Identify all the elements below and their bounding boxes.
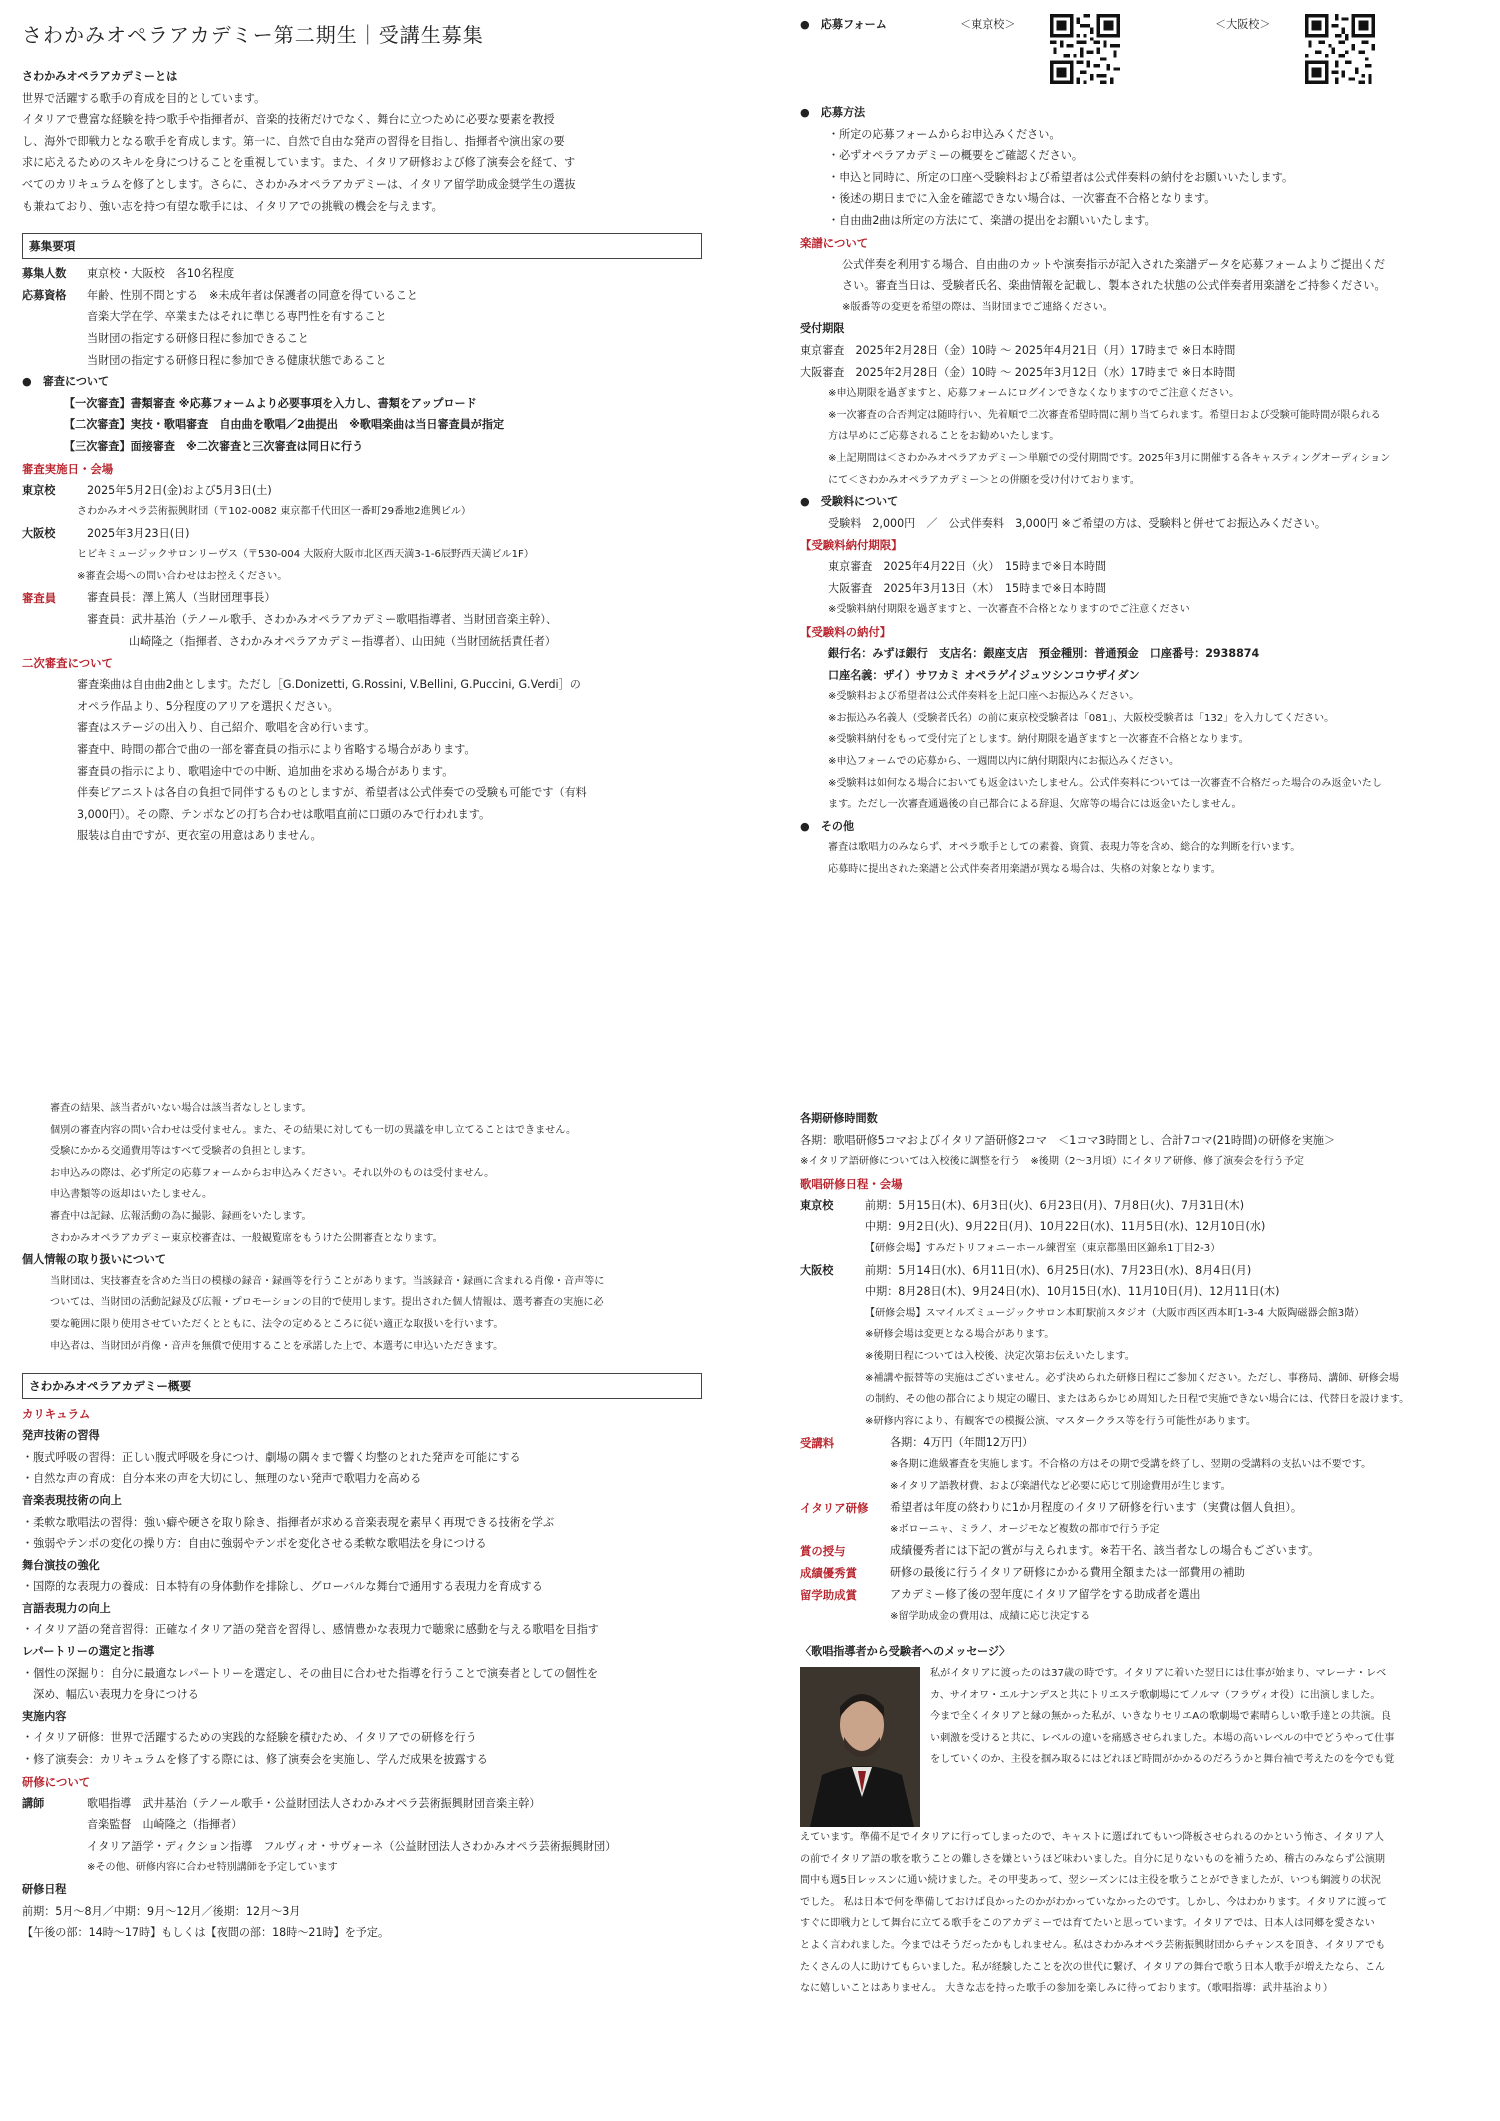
- period-osaka: 大阪審査 2025年2月28日（金）10時 ～ 2025年3月12日（水）17時まで ※日本時間: [800, 365, 1236, 379]
- italy-label: イタリア研修: [800, 1501, 869, 1516]
- training-detail-section: [800, 1108, 1490, 2108]
- method-line: ・後述の期日までに入金を確認できない場合は、一次審査不合格となります。: [828, 192, 1216, 206]
- curriculum-heading: カリキュラム: [22, 1407, 91, 1422]
- deadline-note: ※受験料納付期限を過ぎますと、一次審査不合格となりますのでご注意ください: [828, 604, 1190, 616]
- qr-code-osaka-icon[interactable]: [1305, 14, 1375, 84]
- message-heading: 〈歌唱指導者から受験者へのメッセージ〉: [800, 1645, 1011, 1659]
- screening-stage: 【三次審査】面接審査 ※二次審査と三次審査は同日に行う: [64, 439, 364, 453]
- second-line: 伴奏ピアニストは各自の負担で同伴するものとしますが、希望者は公式伴奏での受験も可能です（有料: [77, 786, 587, 800]
- curriculum-subheading: 舞台演技の強化: [22, 1558, 100, 1572]
- curriculum-subheading: 言語表現力の向上: [22, 1601, 111, 1615]
- curriculum-subheading: 実施内容: [22, 1709, 67, 1723]
- curriculum-line: ・柔軟な歌唱法の習得：強い癖や硬さを取り除き、指揮者が求める音楽表現を素早く再現できる技術を学ぶ: [22, 1515, 555, 1529]
- grant-row: [800, 1584, 1490, 1627]
- instructor-line: 歌唱指導 武井基治（テノール歌手・公益財団法人さわかみオペラ芸術振興財団音楽主幹）: [87, 1796, 541, 1810]
- form-tokyo-label: ＜東京校＞: [960, 18, 1016, 31]
- message-line: とよく言われました。今まではそうだったかもしれません。私はさわかみオペラ芸術振興財団からチャンスを頂き、イタリアでも: [800, 1940, 1386, 1952]
- curriculum-line: ・修了演奏会：カリキュラムを修了する際には、修了演奏会を実施し、学んだ成果を披露する: [22, 1753, 488, 1767]
- message-line: えています。準備不足でイタリアに行ってしまったので、キャストに選ばれてもいつ降板させられるのかという怖さ、イタリア人: [800, 1832, 1385, 1844]
- grant-label: 留学助成賞: [800, 1588, 857, 1603]
- grant-line: アカデミー修了後の翌年度にイタリア留学をする助成者を選出: [890, 1588, 1201, 1602]
- second-heading: 二次審査について: [22, 656, 113, 671]
- message-line: い刺激を受けると共に、レベルの違いを痛感させられました。本場の高いレベルの中でどうやって仕事: [930, 1732, 1395, 1744]
- privacy-heading: 個人情報の取り扱いについて: [22, 1253, 166, 1267]
- screening-stage: 【二次審査】実技・歌唱審査 自由曲を歌唱／2曲提出 ※歌唱楽曲は当日審査員が指定: [64, 418, 505, 432]
- privacy-line: 申込者は、当財団が肖像・音声を無償で使用することを承諾した上で、本選考に申込いただきます。: [50, 1340, 504, 1352]
- venue-osaka-note: ※審査会場への問い合わせはお控えください。: [77, 570, 288, 582]
- venue-osaka-date: 2025年3月23日(日): [87, 526, 190, 540]
- fee-heading: ● 受験料について: [800, 495, 899, 509]
- second-line: 審査はステージの出入り、自己紹介、歌唱を含め行います。: [77, 721, 376, 735]
- message-line: カ、サイオワ・エルナンデスと共にトリエステ歌劇場にてノルマ（フラヴィオ役）に出演しました。: [930, 1689, 1381, 1701]
- message-block: [800, 1663, 1490, 1827]
- payment-heading: 【受験料の納付】: [800, 625, 892, 640]
- score-line: ※版番等の変更を希望の際は、当財団までご連絡ください。: [842, 301, 1113, 313]
- venue-tokyo-place: さわかみオペラ芸術振興財団（〒102-0082 東京都千代田区一番町29番地2進興ビル）: [77, 506, 472, 518]
- curriculum-line: ・強弱やテンポの変化の操り方：自由に強弱やテンポを変化させる柔軟な歌唱法を身につける: [22, 1537, 487, 1551]
- venue-heading: 審査実施日・会場: [22, 461, 114, 476]
- venue-osaka-row: [22, 523, 712, 545]
- notes-line: 審査の結果、該当者がいない場合は該当者なしとします。: [50, 1103, 312, 1114]
- tuition-row: [800, 1432, 1490, 1497]
- eligibility-line: 当財団の指定する研修日程に参加できること: [87, 331, 309, 345]
- message-line: をしていくのか、主役を掴み取るにはどれほど時間がかかるのだろうかと舞台袖で考えたのを今でも覚: [930, 1754, 1395, 1766]
- account-holder: 口座名義：ザイ）サワカミ オペラゲイジュツシンコウザイダン: [828, 668, 1140, 682]
- method-line: ・申込と同時に、所定の口座へ受験料および希望者は公式伴奏料の納付をお願いいたします。: [828, 170, 1294, 184]
- judge-line: 山崎隆之（指揮者、さわかみオペラアカデミー指導者）、山田純（当財団統括責任者）: [129, 634, 556, 648]
- intro-heading: さわかみオペラアカデミーとは: [22, 70, 178, 83]
- tuition-line: ※イタリア語教材費、および楽譜代など必要に応じて別途費用が生じます。: [890, 1480, 1231, 1492]
- notes-line: 審査中は記録、広報活動の為に撮影、録画をいたします。: [50, 1210, 312, 1222]
- bank-info: 銀行名：みずほ銀行 支店名：銀座支店 預金種別：普通預金 口座番号：2938874: [828, 647, 1260, 661]
- lessons-osaka-row: [800, 1260, 1490, 1433]
- form-label: ● 応募フォーム: [800, 18, 887, 31]
- notes-line: 個別の審査内容の問い合わせは受付ません。また、その結果に対しても一切の異議を申し立てることはできません。: [50, 1124, 577, 1136]
- judges-heading: 審査員: [22, 591, 57, 606]
- message-line: たくさんの人に助けてもらいました。私が経験したことを次の世代に繋げ、イタリアの舞台で歌う日本人歌手が増えたなら、こん: [800, 1961, 1386, 1973]
- page-title: さわかみオペラアカデミー第二期生｜受講生募集: [22, 23, 484, 47]
- recruitment-section: [22, 20, 712, 1020]
- lessons-osaka-line: ※研修会場は変更となる場合があります。: [865, 1329, 1055, 1341]
- payment-note: ※受験料は如何なる場合においても返金はいたしません。公式伴奏料については一次審査不合格だった場合のみ返金いたし: [828, 777, 1382, 789]
- instructor-photo: [800, 1667, 920, 1827]
- deadline-osaka: 大阪審査 2025年3月13日（木） 15時まで※日本時間: [828, 581, 1107, 595]
- lessons-tokyo-row: [800, 1195, 1490, 1260]
- message-line: 今まで全くイタリアと縁の無かった私が、いきなりセリエAの歌劇場で素晴らしい歌手達との共演。良: [930, 1711, 1391, 1723]
- venue-osaka-place: ヒビキミュージックサロンリーヴス（〒530-004 大阪府大阪市北区西天満3-1-6辰野西天満ビル1F）: [77, 549, 534, 561]
- curriculum-line: ・国際的な表現力の養成：日本特有の身体動作を排除し、グローバルな舞台で通用する表現力を育成する: [22, 1580, 543, 1594]
- period-tokyo: 東京審査 2025年2月28日（金）10時 ～ 2025年4月21日（月）17時まで ※日本時間: [800, 343, 1236, 357]
- excellence-line: 研修の最後に行うイタリア研修にかかる費用全額または一部費用の補助: [890, 1566, 1246, 1580]
- method-line: ・自由曲2曲は所定の方法にて、楽譜の提出をお願いいたします。: [828, 213, 1156, 227]
- other-line: 応募時に提出された楽譜と公式伴奏者用楽譜が異なる場合は、失格の対象となります。: [828, 864, 1221, 875]
- fee-line: 受験料 2,000円 ／ 公式伴奏料 3,000円 ※ご希望の方は、受験料と併せてお振込みください。: [828, 516, 1326, 530]
- eligibility-label: 応募資格: [22, 288, 67, 302]
- payment-note: ※受験料納付をもって受付完了とします。納付期限を過ぎますと一次審査不合格となります。: [828, 734, 1249, 746]
- eligibility-line: 当財団の指定する研修日程に参加できる健康状態であること: [87, 353, 387, 367]
- message-line: 私がイタリアに渡ったのは37歳の時です。イタリアに着いた翌日には仕事が始まり、マレーナ・レベ: [930, 1668, 1387, 1680]
- notes-line: 受験にかかる交通費用等はすべて受験者の負担とします。: [50, 1146, 312, 1158]
- period-note: 方は早めにご応募されることをお勧めいたします。: [828, 431, 1060, 443]
- excellence-label: 成績優秀賞: [800, 1566, 857, 1581]
- hours-note: ※イタリア語研修については入校後に調整を行う ※後期（2～3月頃）にイタリア研修、修了演奏会を行う予定: [800, 1156, 1304, 1168]
- period-note: にて＜さわかみオペラアカデミー＞との併願を受け付けております。: [828, 474, 1140, 486]
- awards-label: 賞の授与: [800, 1544, 846, 1559]
- payment-note: ※お振込み名義人（受験者氏名）の前に東京校受験者は「081」、大阪校受験者は「132」を入力してください。: [828, 712, 1335, 724]
- lessons-osaka-line: の制約、その他の都合により規定の曜日、またはあらかじめ周知した日程で実施できない場合には、代替日を設けます。: [865, 1394, 1410, 1406]
- lessons-tokyo-line: 前期：5月15日(木)、6月3日(火)、6月23日(月)、7月8日(火)、7月31日(木): [865, 1198, 1245, 1212]
- tuition-line: ※各期に進級審査を実施します。不合格の方はその期で受講を終了し、翌期の受講料の支払いは不要です。: [890, 1458, 1372, 1470]
- message-line: すぐに即戦力として舞台に立てる歌手をこのアカデミーでは育てたいと思っています。イタリアでは、日本人は同郷を愛さない: [800, 1918, 1375, 1930]
- screening-heading: ● 審査について: [22, 375, 110, 389]
- italy-line: 希望者は年度の終わりに1か月程度のイタリア研修を行います（実費は個人負担）。: [890, 1501, 1302, 1515]
- curriculum-line: ・イタリア研修：世界で活躍するための実践的な経験を積むため、イタリアでの研修を行う: [22, 1731, 477, 1745]
- intro-line: べてのカリキュラムを修了とします。さらに、さわかみオペラアカデミーは、イタリア留学助成金奨学生の選抜: [22, 177, 576, 191]
- venue-tokyo-row: [22, 480, 712, 502]
- second-line: 服装は自由ですが、更衣室の用意はありません。: [77, 829, 322, 843]
- overview-box-heading: さわかみオペラアカデミー概要: [22, 1373, 702, 1399]
- score-line: 公式伴奏を利用する場合、自由曲のカットや演奏指示が記入された楽譜データを応募フォームよりご提出くだ: [842, 257, 1385, 271]
- period-note: ※一次審査の合否判定は随時行い、先着順で二次審査希望時間に割り当てられます。希望日および受験可能時間が限られる: [828, 409, 1381, 421]
- score-line: さい。審査当日は、受験者氏名、楽曲情報を記載し、製本された状態の公式伴奏者用楽譜をご持参ください。: [842, 279, 1386, 293]
- lessons-osaka-line: 中期：8月28日(木)、9月24日(水)、10月15日(水)、11月10日(月)、12月11日(木): [865, 1285, 1280, 1299]
- venue-osaka-label: 大阪校: [22, 526, 56, 540]
- privacy-line: ついては、当財団の活動記録及び広報・プロモーションの目的で使用します。提出された個人情報は、選考審査の実施に必: [50, 1297, 604, 1309]
- instructor-row: [22, 1793, 712, 1879]
- payment-note: ※受験料および希望者は公式伴奏料を上記口座へお振込みください。: [828, 691, 1140, 703]
- schedule-heading: 研修日程: [22, 1883, 67, 1896]
- second-line: オペラ作品より、5分程度のアリアを選択ください。: [77, 699, 339, 713]
- period-note: ※申込期限を過ぎますと、応募フォームにログインできなくなりますのでご注意ください。: [828, 388, 1240, 400]
- lessons-heading: 歌唱研修日程・会場: [800, 1176, 903, 1191]
- judge-line: 審査員長：澤上篤人（当財団理事長）: [87, 591, 276, 605]
- judges-row: [22, 587, 712, 652]
- lessons-osaka-line: 【研修会場】スマイルズミュージックサロン本町駅前スタジオ（大阪市西区西本町1-3-4 大阪陶磁器会館3階）: [865, 1307, 1365, 1319]
- hours-heading: 各期研修時間数: [800, 1112, 878, 1125]
- grant-line: ※留学助成金の費用は、成績に応じ決定する: [890, 1610, 1091, 1622]
- venue-tokyo-date: 2025年5月2日(金)および5月3日(土): [87, 483, 272, 497]
- other-heading: ● その他: [800, 819, 855, 833]
- intro-line: も兼ねており、強い志を持つ有望な歌手には、イタリアでの挑戦の機会を与えます。: [22, 199, 443, 213]
- awards-line: 成績優秀者には下記の賞が与えられます。※若干名、該当者なしの場合もございます。: [890, 1544, 1320, 1558]
- intro-line: 世界で活躍する歌手の育成を目的としています。: [22, 91, 266, 105]
- message-line: なに嬉しいことはありません。 大きな志を持った歌手の参加を楽しみに待っております。（歌唱指導：武井基治より）: [800, 1983, 1333, 1995]
- count-row: [22, 263, 712, 285]
- method-heading: ● 応募方法: [800, 106, 866, 119]
- intro-line: し、海外で即戦力となる歌手を育成します。第一に、自然で自由な発声の習得を目指し、指揮者や演出家の要: [22, 134, 565, 148]
- payment-note: ます。ただし一次審査通過後の自己都合による辞退、欠席等の場合には返金いたしません。: [828, 799, 1242, 811]
- lessons-tokyo-line: 中期：9月2日(火)、9月22日(月)、10月22日(水)、11月5日(水)、12月10日(水): [865, 1220, 1266, 1234]
- form-osaka-label: ＜大阪校＞: [1215, 18, 1271, 31]
- message-line: の前でイタリア語の歌を歌うことの難しさを嫌というほど味わいました。自分に足りないものを補うため、稽古のみならず公演期: [800, 1853, 1386, 1865]
- curriculum-line: ・イタリア語の発音習得：正確なイタリア語の発音を習得し、感情豊かな表現力で聴衆に感動を与える歌唱を目指す: [22, 1623, 599, 1637]
- judge-line: 審査員：武井基治（テノール歌手、さわかみオペラアカデミー歌唱指導者、当財団音楽主幹）、: [87, 613, 558, 627]
- schedule-line: 前期：5月～8月／中期：9月～12月／後期：12月～3月: [22, 1904, 301, 1918]
- lessons-osaka-line: ※研修内容により、有観客での模擬公演、マスタークラス等を行う可能性があります。: [865, 1415, 1256, 1427]
- screening-stage: 【一次審査】書類審査 ※応募フォームより必要事項を入力し、書類をアップロード: [64, 396, 477, 410]
- training-heading: 研修について: [22, 1774, 91, 1789]
- application-section: [800, 14, 1490, 1014]
- lessons-tokyo-line: 【研修会場】すみだトリフォニーホール練習室（東京都墨田区錦糸1丁目2-3）: [865, 1242, 1221, 1254]
- privacy-line: 当財団は、実技審査を含めた当日の模様の録音・録画等を行うことがあります。当該録音・録画に含まれる肖像・音声等に: [50, 1275, 605, 1287]
- application-form-row: [800, 14, 1490, 102]
- privacy-line: 要な範囲に限り使用させていただくとともに、法令の定めるところに従い適正な取扱いを行います。: [50, 1318, 504, 1330]
- method-line: ・所定の応募フォームからお申込みください。: [828, 127, 1061, 141]
- other-line: 審査は歌唱力のみならず、オペラ歌手としての素養、資質、表現力等を含め、総合的な判断を行います。: [828, 842, 1301, 854]
- curriculum-line: ・自然な声の育成：自分本来の声を大切にし、無理のない発声で歌唱力を高める: [22, 1472, 422, 1486]
- lessons-osaka-line: ※補講や振替等の実施はございません。必ず決められた研修日程にご参加ください。ただし、事務局、講師、研修会場: [865, 1372, 1399, 1384]
- count-value: 東京校・大阪校 各10名程度: [87, 267, 235, 281]
- instructor-line: 音楽監督 山崎隆之（指揮者）: [87, 1818, 243, 1832]
- curriculum-subheading: レパートリーの選定と指導: [22, 1645, 155, 1659]
- notes-line: さわかみオペラアカデミー東京校審査は、一般観覧席をもうけた公開審査となります。: [50, 1232, 443, 1244]
- qr-code-tokyo-icon[interactable]: [1050, 14, 1120, 84]
- italy-line: ※ボローニャ、ミラノ、オージモなど複数の都市で行う予定: [890, 1523, 1160, 1535]
- eligibility-line: 年齢、性別不問とする ※未成年者は保護者の同意を得ていること: [87, 288, 419, 302]
- curriculum-subheading: 音楽表現技術の向上: [22, 1493, 122, 1507]
- lessons-osaka-line: 前期：5月14日(水)、6月11日(水)、6月25日(水)、7月23日(水)、8月4日(月): [865, 1263, 1252, 1277]
- instructor-label: 講師: [22, 1796, 45, 1810]
- second-line: 審査員の指示により、歌唱途中での中断、追加曲を求める場合があります。: [77, 764, 454, 778]
- requirements-box-heading: 募集要項: [22, 233, 702, 259]
- message-line: 間中も週5日レッスンに通い続けました。その甲斐あって、翌シーズンには主役を歌うことができましたが、いつも綱渡りの状況: [800, 1875, 1381, 1887]
- method-line: ・必ずオペラアカデミーの概要をご確認ください。: [828, 149, 1083, 163]
- lessons-osaka-label: 大阪校: [800, 1263, 834, 1277]
- deadline-heading: 【受験料納付期限】: [800, 538, 903, 553]
- notes-line: 申込書類等の返却はいたしません。: [50, 1189, 213, 1201]
- excellence-row: [800, 1562, 1490, 1584]
- instructor-line: ※その他、研修内容に合わせ特別講師を予定しています: [87, 1862, 338, 1874]
- second-line: 審査中、時間の都合で曲の一部を審査員の指示により省略する場合があります。: [77, 743, 476, 757]
- second-line: 審査楽曲は自由曲2曲とします。ただし［G.Donizetti, G.Rossini, V.Bellini, G.Puccini, G.Verdi］の: [77, 678, 581, 692]
- message-line: でした。 私は日本で何を準備しておけば良かったのかがわかっていなかったのです。しかし、今はわかります。イタリアに渡って: [800, 1896, 1388, 1908]
- deadline-tokyo: 東京審査 2025年4月22日（火） 15時まで※日本時間: [828, 560, 1107, 574]
- lessons-osaka-line: ※後期日程については入校後、決定次第お伝えいたします。: [865, 1350, 1135, 1362]
- intro-line: 求に応えるためのスキルを身につけることを重視しています。また、イタリア研修および修了演奏会を経て、す: [22, 156, 576, 170]
- period-note: ※上記期間は＜さわかみオペラアカデミー＞単願での受付期間です。2025年3月に開催する各キャスティングオーディション: [828, 452, 1391, 464]
- instructor-line: イタリア語学・ディクション指導 フルヴィオ・サヴォーネ（公益財団法人さわかみオペラ芸術振興財団）: [87, 1839, 617, 1853]
- period-heading: 受付期限: [800, 322, 845, 336]
- tuition-label: 受講料: [800, 1436, 835, 1451]
- curriculum-line: ・個性の深掘り：自分に最適なレパートリーを選定し、その曲目に合わせた指導を行うことで演奏者としての個性を: [22, 1666, 599, 1680]
- tuition-line: 各期：4万円（年間12万円）: [890, 1436, 1034, 1450]
- intro-line: イタリアで豊富な経験を持つ歌手や指揮者が、音楽的技術だけでなく、舞台に立つために必要な要素を教授: [22, 113, 555, 127]
- curriculum-subheading: 発声技術の習得: [22, 1429, 100, 1443]
- notes-line: お申込みの際は、必ず所定の応募フォームからお申込みください。それ以外のものは受付ません。: [50, 1167, 495, 1179]
- schedule-line: 【午後の部：14時～17時】もしくは【夜間の部：18時～21時】を予定。: [22, 1926, 390, 1940]
- score-heading: 楽譜について: [800, 235, 869, 250]
- venue-tokyo-label: 東京校: [22, 483, 56, 497]
- italy-row: [800, 1497, 1490, 1540]
- hours-line: 各期：歌唱研修5コマおよびイタリア語研修2コマ ＜1コマ3時間とし、合計7コマ(21時間)の研修を実施＞: [800, 1133, 1336, 1147]
- eligibility-line: 音楽大学在学、卒業またはそれに準じる専門性を有すること: [87, 310, 387, 324]
- payment-note: ※申込フォームでの応募から、一週間以内に納付期限内にお振込みください。: [828, 756, 1180, 768]
- lessons-tokyo-label: 東京校: [800, 1198, 834, 1212]
- curriculum-line: 深め、幅広い表現力を身につける: [22, 1688, 199, 1702]
- eligibility-row: [22, 285, 712, 371]
- count-label: 募集人数: [22, 267, 67, 281]
- overview-section: [22, 1098, 712, 2108]
- curriculum-line: ・腹式呼吸の習得：正しい腹式呼吸を身につけ、劇場の隅々まで響く均整のとれた発声を可能にする: [22, 1450, 521, 1464]
- awards-row: [800, 1540, 1490, 1562]
- second-line: 3,000円）。その際、テンポなどの打ち合わせは歌唱直前に口頭のみで行われます。: [77, 807, 491, 821]
